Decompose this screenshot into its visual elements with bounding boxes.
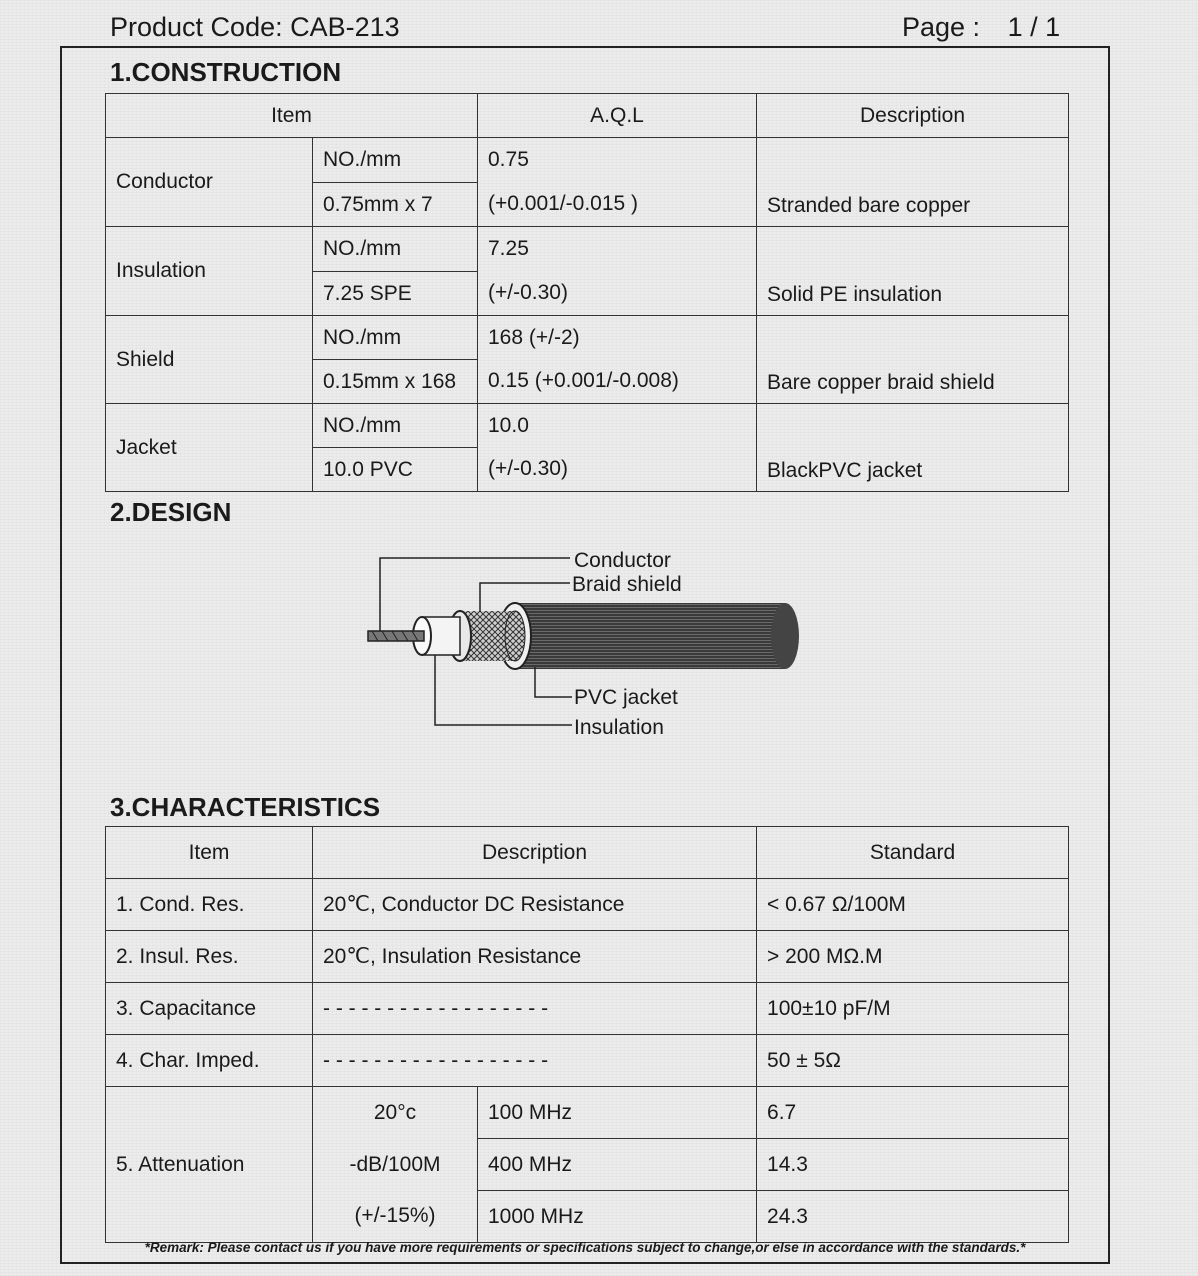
table-row xyxy=(106,983,1069,1035)
construction-table xyxy=(105,93,1069,492)
header-item: Item xyxy=(106,94,478,138)
aql-tolerance: (+0.001/-0.015 ) xyxy=(478,183,757,227)
item-name: Insulation xyxy=(106,227,313,316)
table-row xyxy=(106,931,1069,983)
char-item: 3. Capacitance xyxy=(106,983,313,1035)
char-description: 20℃, Conductor DC Resistance xyxy=(313,879,757,931)
header-item: Item xyxy=(106,827,313,879)
table-row xyxy=(106,316,1069,360)
attenuation-value: 24.3 xyxy=(757,1191,1069,1243)
item-description: Stranded bare copper xyxy=(757,138,1069,227)
construction-header-row xyxy=(106,94,1069,138)
attenuation-freq: 100 MHz xyxy=(478,1087,757,1139)
characteristics-table xyxy=(105,826,1069,1243)
aql-value: 10.0 xyxy=(478,404,757,448)
page-label: Page : xyxy=(902,12,981,42)
conductor-shape xyxy=(368,631,424,641)
aql-tolerance: 0.15 (+0.001/-0.008) xyxy=(478,360,757,404)
label-conductor: Conductor xyxy=(574,549,671,572)
sub-label: NO./mm xyxy=(313,138,478,183)
char-item: 1. Cond. Res. xyxy=(106,879,313,931)
sub-spec: 10.0 PVC xyxy=(313,448,478,492)
header-description: Description xyxy=(313,827,757,879)
aql-value: 7.25 xyxy=(478,227,757,272)
product-code xyxy=(110,12,400,43)
table-row xyxy=(106,879,1069,931)
header-aql: A.Q.L xyxy=(478,94,757,138)
table-row xyxy=(106,1035,1069,1087)
aql-tolerance: (+/-0.30) xyxy=(478,448,757,492)
char-standard: > 200 MΩ.M xyxy=(757,931,1069,983)
sub-label: NO./mm xyxy=(313,316,478,360)
label-pvc-jacket: PVC jacket xyxy=(574,686,678,709)
remark-note: *Remark: Please contact us if you have more requirements or specifications subject to change,or else in accordance with the standards.* xyxy=(144,1240,1026,1255)
char-description: - - - - - - - - - - - - - - - - - - xyxy=(313,983,757,1035)
attenuation-item: 5. Attenuation xyxy=(106,1087,313,1243)
design-title: 2.DESIGN xyxy=(110,497,232,527)
sub-label: NO./mm xyxy=(313,404,478,448)
char-standard: 100±10 pF/M xyxy=(757,983,1069,1035)
item-name: Shield xyxy=(106,316,313,404)
char-description: - - - - - - - - - - - - - - - - - - xyxy=(313,1035,757,1087)
sub-spec: 0.15mm x 168 xyxy=(313,360,478,404)
item-description: Solid PE insulation xyxy=(757,227,1069,316)
item-description: Bare copper braid shield xyxy=(757,316,1069,404)
attenuation-value: 6.7 xyxy=(757,1087,1069,1139)
characteristics-header-row xyxy=(106,827,1069,879)
attenuation-freq: 1000 MHz xyxy=(478,1191,757,1243)
attenuation-freq: 400 MHz xyxy=(478,1139,757,1191)
attenuation-value: 14.3 xyxy=(757,1139,1069,1191)
item-name: Conductor xyxy=(106,138,313,227)
header-description: Description xyxy=(757,94,1069,138)
attenuation-condition-temp: 20°c xyxy=(313,1087,478,1139)
char-standard: < 0.67 Ω/100M xyxy=(757,879,1069,931)
table-row xyxy=(106,138,1069,183)
sub-spec: 0.75mm x 7 xyxy=(313,183,478,227)
char-item: 4. Char. Imped. xyxy=(106,1035,313,1087)
attenuation-condition-unit: -dB/100M xyxy=(313,1139,478,1191)
attenuation-condition-tolerance: (+/-15%) xyxy=(313,1191,478,1243)
pvc-jacket-shape xyxy=(499,603,799,669)
item-name: Jacket xyxy=(106,404,313,492)
table-row xyxy=(106,1087,1069,1139)
product-code-value: CAB-213 xyxy=(290,12,400,42)
char-item: 2. Insul. Res. xyxy=(106,931,313,983)
page-number xyxy=(902,12,1060,43)
construction-title: 1.CONSTRUCTION xyxy=(110,57,342,87)
char-description: 20℃, Insulation Resistance xyxy=(313,931,757,983)
header-standard: Standard xyxy=(757,827,1069,879)
label-insulation: Insulation xyxy=(574,716,664,739)
table-row xyxy=(106,404,1069,448)
aql-value: 0.75 xyxy=(478,138,757,183)
table-row xyxy=(106,227,1069,272)
label-braid-shield: Braid shield xyxy=(572,573,682,596)
sub-spec: 7.25 SPE xyxy=(313,272,478,316)
item-description: BlackPVC jacket xyxy=(757,404,1069,492)
cable-cross-section-diagram xyxy=(360,545,820,745)
page-value: 1 / 1 xyxy=(1007,12,1061,42)
aql-value: 168 (+/-2) xyxy=(478,316,757,360)
aql-tolerance: (+/-0.30) xyxy=(478,272,757,316)
sub-label: NO./mm xyxy=(313,227,478,272)
product-code-label: Product Code: xyxy=(110,12,283,42)
characteristics-title: 3.CHARACTERISTICS xyxy=(110,792,381,822)
char-standard: 50 ± 5Ω xyxy=(757,1035,1069,1087)
